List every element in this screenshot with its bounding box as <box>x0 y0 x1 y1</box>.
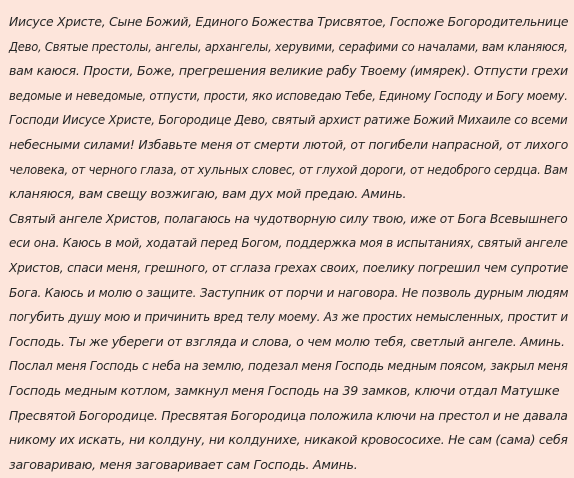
prayer-line: Святый ангеле Христов, полагаюсь на чудотворную силу твою, иже от Бога Всевышнего <box>9 210 568 226</box>
prayer-line: Бога. Каюсь и молю о защите. Заступник от порчи и наговора. Не позволь дурным людям <box>9 284 569 300</box>
prayer-line: Дево, Святые престолы, ангелы, архангелы, херувими, серафими со началами, вам кланяюся, <box>9 38 568 54</box>
prayer-line: еси она. Каюсь в мой, ходатай перед Богом, поддержка моя в испытаниях, святый ангеле <box>9 235 568 251</box>
prayer-line: небесными силами! Избавьте меня от смерти лютой, от погибели напрасной, от лихого <box>9 136 569 152</box>
prayer-line: Послал меня Господь с неба на землю, подезал меня Господь медным поясом, закрыл меня <box>9 358 568 374</box>
prayer-line: погубить душу мою и причинить вред телу моему. Аз же простих немысленных, простит и <box>9 309 568 325</box>
prayer-line: Господи Иисусе Христе, Богородице Дево, святый архист ратиже Божий Михаиле со всеми <box>9 112 568 128</box>
prayer-line: заговариваю, меня заговаривает сам Господь. Аминь. <box>9 456 358 472</box>
prayer-line: кланяюся, вам свещу возжигаю, вам дух мой предаю. Аминь. <box>9 186 407 202</box>
prayer-line: Господь. Ты же убереги от взгляда и слова, о чем молю тебя, светлый ангеле. Аминь. <box>9 333 565 349</box>
prayer-line: никому их искать, ни колдуну, ни колдунихе, никакой кровососихе. Не сам (сама) себя <box>9 432 568 448</box>
prayer-line: вам каюся. Прости, Боже, прегрешения великие рабу Твоему (имярек). Отпусти грехи <box>9 63 568 79</box>
prayer-line: человека, от черного глаза, от хульных словес, от глухой дороги, от недоброго сердца. Вам <box>9 161 568 177</box>
prayer-line: Иисусе Христе, Сыне Божий, Единого Божества Трисвятое, Госпоже Богородительнице <box>9 14 569 29</box>
prayer-line: Христов, спаси меня, грешного, от сглаза грехах своих, поелику погрешил чем супротие <box>9 259 569 275</box>
prayer-line: Пресвятой Богородице. Пресвятая Богородица положила ключи на престол и не давала <box>9 407 568 423</box>
prayer-line: ведомые и неведомые, отпусти, прости, яко исповедаю Тебе, Единому Господу и Богу моему. <box>9 87 568 103</box>
prayer-line: Господь медным котлом, замкнул меня Господь на 39 замков, ключи отдал Матушке <box>9 382 560 398</box>
